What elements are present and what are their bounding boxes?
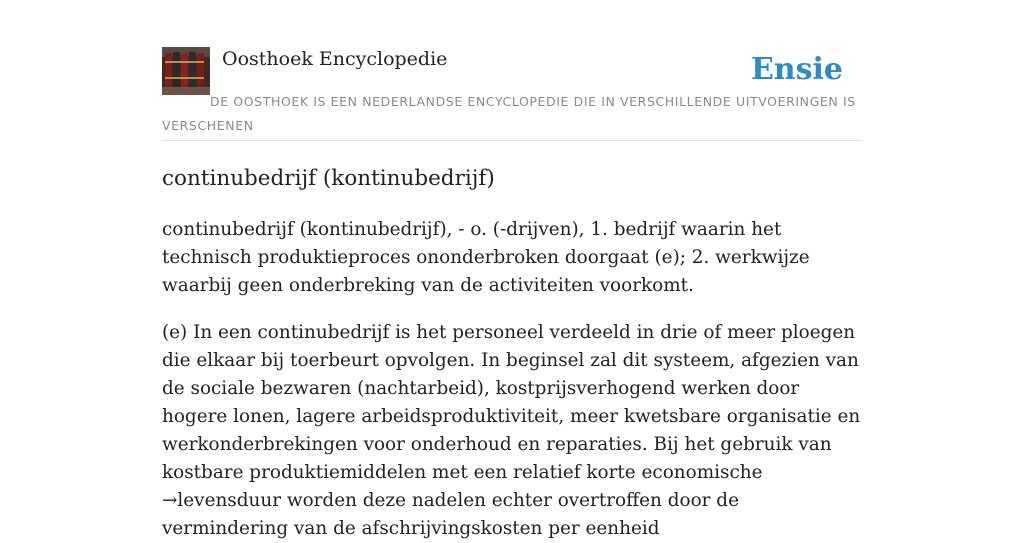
brand-logo[interactable]: Ensie bbox=[750, 52, 843, 87]
encyclopedia-books-icon[interactable] bbox=[162, 47, 210, 95]
article-paragraph: continubedrijf (kontinubedrijf), - o. (-drijven), 1. bedrijf waarin het technisch produktieproces ononderbroken doorgaat (e); 2. werkwijze waarbij geen onderbreking van de activiteiten voorkomt. bbox=[162, 219, 810, 296]
site-header bbox=[162, 46, 862, 141]
article-paragraph: (e) In een continubedrijf is het personeel verdeeld in drie of meer ploegen die elkaar bij toerbeurt opvolgen. In beginsel zal dit systeem, afgezien van de sociale bezwaren (nachtarbeid), kostprijsverhogend werken door hogere lonen, lagere arbeidsproduktiviteit, meer kwetsbare organisatie en werkonderbrekingen voor onderhoud en reparaties. Bij het gebruik van kostbare produktiemiddelen met een relatief korte economische →levensduur worden deze nadelen echter overtroffen door de vermindering van de afschrijvingskosten per eenheid bbox=[162, 322, 861, 539]
site-tagline: DE OOSTHOEK IS EEN NEDERLANDSE ENCYCLOPEDIE DIE IN VERSCHILLENDE UITVOERINGEN IS VERSCHENEN bbox=[162, 94, 856, 133]
article-title: continubedrijf (kontinubedrijf) bbox=[162, 166, 495, 191]
site-name[interactable]: Oosthoek Encyclopedie bbox=[222, 48, 448, 70]
